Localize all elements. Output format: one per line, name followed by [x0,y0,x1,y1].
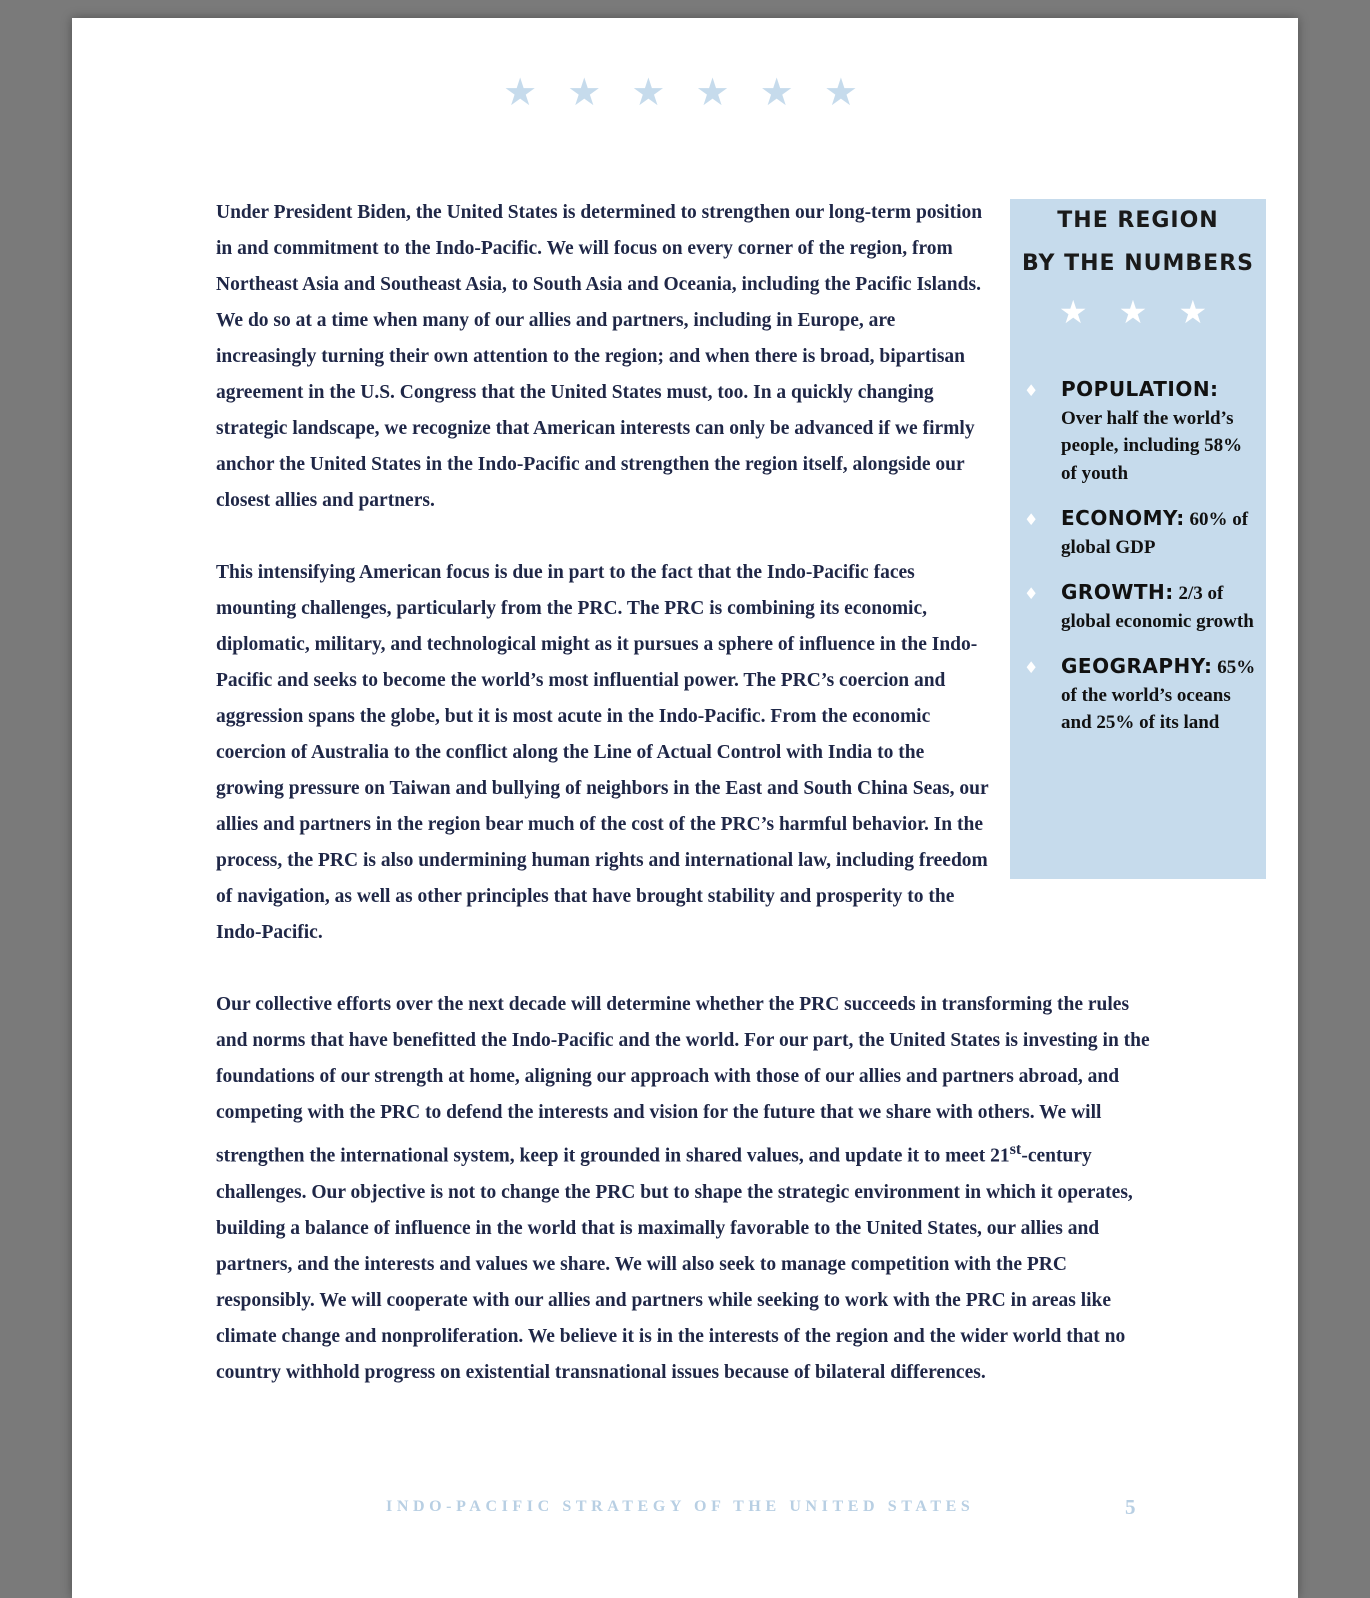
diamond-bullet-icon: ♦ [1024,658,1039,677]
stat-label: GEOGRAPHY: [1061,654,1213,678]
stat-text: 2/3 of global economic growth [1061,583,1254,632]
header-stars-ornament: ★ ★ ★ ★ ★ ★ [503,70,867,114]
footer-document-title: INDO-PACIFIC STRATEGY OF THE UNITED STATES [386,1498,975,1515]
diamond-bullet-icon: ♦ [1024,510,1039,529]
document-page [72,18,1298,1598]
stat-population [1024,376,1256,487]
stat-geography [1024,653,1256,737]
main-text-column [216,195,1256,1427]
paragraph-3-part-1: Our collective efforts over the next decade will determine whether the PRC succeeds in transforming the rules and norms that have benefitted the Indo-Pacific and the world. For our part, the United States is investing in the foundations of our strength at home, aligning our approach with those of our allies and partners abroad, and competing with the PRC to defend the interests and vision for the future that we share with others. We will strengthen the international system, keep it grounded in shared values, and update it to meet 21 [216,994,1150,1167]
page-number: 5 [1125,1495,1136,1519]
sidebar-stars-ornament: ★ ★ ★ [1058,293,1218,331]
sidebar-stats-list [1010,376,1266,737]
diamond-bullet-icon: ♦ [1024,584,1039,603]
paragraph-3 [216,987,1156,1391]
ordinal-superscript: st [1009,1140,1022,1158]
stat-economy [1024,505,1256,561]
region-by-numbers-sidebar [1010,199,1266,879]
sidebar-title-line2: BY THE NUMBERS [1021,251,1254,276]
stat-growth [1024,579,1256,635]
stat-label: POPULATION: [1061,377,1219,401]
paragraph-3-part-2: -century challenges. Our objective is not to change the PRC but to shape the strategic environment in which it operates, building a balance of influence in the world that is maximally favorable to the United States, our allies and partners, and the interests and values we share. We will also seek to manage competition with the PRC responsibly. We will cooperate with our allies and partners while seeking to work with the PRC in areas like climate change and nonproliferation. We believe it is in the interests of the region and the wider world that no country withhold progress on existential transnational issues because of bilateral differences. [216,1145,1133,1383]
sidebar-title-line1: THE REGION [1057,208,1219,233]
paragraph-2: This intensifying American focus is due in part to the fact that the Indo-Pacific faces mounting challenges, particularly from the PRC. The PRC is combining its economic, diplomatic, military, and technological might as it pursues a sphere of influence in the Indo-Pacific and seeks to become the world’s most influential power. The PRC’s coercion and aggression spans the globe, but it is most acute in the Indo-Pacific. From the economic coercion of Australia to the conflict along the Line of Actual Control with India to the growing pressure on Taiwan and bullying of neighbors in the East and South China Seas, our allies and partners in the region bear much of the cost of the PRC’s harmful behavior. In the process, the PRC is also undermining human rights and international law, including freedom of navigation, as well as other principles that have brought stability and prosperity to the Indo-Pacific. [216,562,989,943]
stat-text: 60% of global GDP [1061,509,1249,558]
stat-text: Over half the world’s people, including 58% of youth [1061,407,1243,484]
paragraph-1: Under President Biden, the United States is determined to strengthen our long-term position in and commitment to the Indo-Pacific. We will focus on every corner of the region, from Northeast Asia and Southeast Asia, to South Asia and Oceania, including the Pacific Islands. We do so at a time when many of our allies and partners, including in Europe, are increasingly turning their own attention to the region; and when there is broad, bipartisan agreement in the U.S. Congress that the United States must, too. In a quickly changing strategic landscape, we recognize that American interests can only be advanced if we firmly anchor the United States in the Indo-Pacific and strengthen the region itself, alongside our closest allies and partners. [216,202,983,511]
stat-text: 65% of the world’s oceans and 25% of its land [1061,657,1256,733]
stat-label: GROWTH: [1061,580,1174,604]
stat-label: ECONOMY: [1061,506,1185,530]
diamond-bullet-icon: ♦ [1024,381,1039,400]
sidebar-title [1010,199,1266,279]
